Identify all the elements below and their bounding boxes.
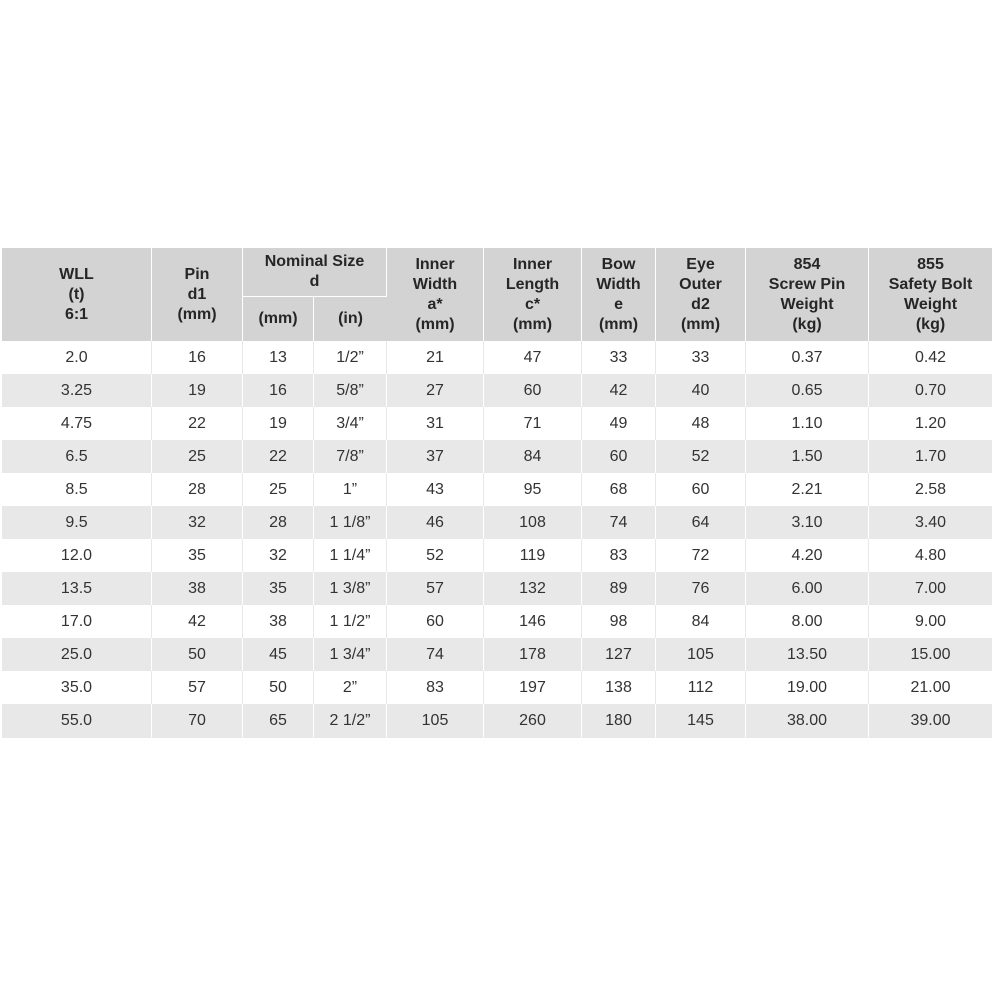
spec-table <box>2 248 992 738</box>
cell-screw-pin-weight: 3.10 <box>746 506 869 539</box>
table-row <box>2 473 992 506</box>
table-row <box>2 704 992 738</box>
cell-eye-outer: 60 <box>656 473 746 506</box>
cell-nominal-in: 2” <box>314 671 387 704</box>
cell-eye-outer: 33 <box>656 341 746 374</box>
cell-nominal-in: 1 1/2” <box>314 605 387 638</box>
cell-safety-bolt-weight: 0.42 <box>869 341 992 374</box>
cell-inner-width: 52 <box>387 539 484 572</box>
cell-inner-width: 43 <box>387 473 484 506</box>
cell-nominal-in: 1” <box>314 473 387 506</box>
cell-inner-length: 146 <box>484 605 582 638</box>
cell-wll: 13.5 <box>2 572 152 605</box>
cell-inner-length: 47 <box>484 341 582 374</box>
cell-pin-d1: 32 <box>152 506 243 539</box>
cell-bow-width: 68 <box>582 473 656 506</box>
cell-bow-width: 33 <box>582 341 656 374</box>
cell-safety-bolt-weight: 15.00 <box>869 638 992 671</box>
cell-nominal-mm: 19 <box>243 407 314 440</box>
cell-eye-outer: 112 <box>656 671 746 704</box>
cell-wll: 6.5 <box>2 440 152 473</box>
cell-bow-width: 127 <box>582 638 656 671</box>
header-screw-pin-weight: 854 Screw Pin Weight (kg) <box>746 248 869 341</box>
table-row <box>2 374 992 407</box>
cell-inner-length: 119 <box>484 539 582 572</box>
header-eye-outer: Eye Outer d2 (mm) <box>656 248 746 341</box>
cell-screw-pin-weight: 0.37 <box>746 341 869 374</box>
cell-inner-length: 132 <box>484 572 582 605</box>
cell-wll: 12.0 <box>2 539 152 572</box>
cell-inner-width: 27 <box>387 374 484 407</box>
cell-inner-width: 57 <box>387 572 484 605</box>
cell-nominal-in: 5/8” <box>314 374 387 407</box>
table-row <box>2 539 992 572</box>
table-row <box>2 440 992 473</box>
header-nominal-mm: (mm) <box>243 297 314 341</box>
table-row <box>2 638 992 671</box>
cell-inner-width: 21 <box>387 341 484 374</box>
table-row <box>2 506 992 539</box>
cell-bow-width: 49 <box>582 407 656 440</box>
cell-pin-d1: 35 <box>152 539 243 572</box>
cell-wll: 55.0 <box>2 704 152 738</box>
cell-bow-width: 74 <box>582 506 656 539</box>
cell-pin-d1: 38 <box>152 572 243 605</box>
cell-inner-width: 105 <box>387 704 484 738</box>
cell-eye-outer: 76 <box>656 572 746 605</box>
cell-nominal-mm: 35 <box>243 572 314 605</box>
cell-pin-d1: 19 <box>152 374 243 407</box>
cell-screw-pin-weight: 13.50 <box>746 638 869 671</box>
cell-inner-length: 95 <box>484 473 582 506</box>
cell-pin-d1: 25 <box>152 440 243 473</box>
cell-pin-d1: 70 <box>152 704 243 738</box>
cell-inner-length: 108 <box>484 506 582 539</box>
cell-screw-pin-weight: 38.00 <box>746 704 869 738</box>
cell-nominal-in: 1 1/4” <box>314 539 387 572</box>
cell-screw-pin-weight: 1.50 <box>746 440 869 473</box>
header-safety-bolt-weight: 855 Safety Bolt Weight (kg) <box>869 248 992 341</box>
cell-safety-bolt-weight: 0.70 <box>869 374 992 407</box>
cell-nominal-mm: 45 <box>243 638 314 671</box>
cell-bow-width: 60 <box>582 440 656 473</box>
cell-eye-outer: 48 <box>656 407 746 440</box>
cell-nominal-mm: 13 <box>243 341 314 374</box>
cell-safety-bolt-weight: 7.00 <box>869 572 992 605</box>
cell-inner-length: 260 <box>484 704 582 738</box>
header-nominal-in: (in) <box>314 297 387 341</box>
cell-safety-bolt-weight: 1.70 <box>869 440 992 473</box>
cell-wll: 4.75 <box>2 407 152 440</box>
cell-screw-pin-weight: 4.20 <box>746 539 869 572</box>
cell-nominal-mm: 25 <box>243 473 314 506</box>
cell-inner-width: 83 <box>387 671 484 704</box>
header-inner-width: Inner Width a* (mm) <box>387 248 484 341</box>
cell-safety-bolt-weight: 21.00 <box>869 671 992 704</box>
cell-eye-outer: 52 <box>656 440 746 473</box>
cell-wll: 35.0 <box>2 671 152 704</box>
header-nominal-size: Nominal Size d <box>243 248 387 297</box>
cell-inner-width: 60 <box>387 605 484 638</box>
cell-screw-pin-weight: 8.00 <box>746 605 869 638</box>
cell-nominal-mm: 28 <box>243 506 314 539</box>
cell-eye-outer: 64 <box>656 506 746 539</box>
cell-inner-width: 74 <box>387 638 484 671</box>
cell-wll: 8.5 <box>2 473 152 506</box>
cell-pin-d1: 28 <box>152 473 243 506</box>
cell-screw-pin-weight: 6.00 <box>746 572 869 605</box>
cell-screw-pin-weight: 0.65 <box>746 374 869 407</box>
table-row <box>2 407 992 440</box>
cell-eye-outer: 72 <box>656 539 746 572</box>
header-wll: WLL (t) 6:1 <box>2 248 152 341</box>
cell-nominal-mm: 32 <box>243 539 314 572</box>
table-body <box>2 341 992 738</box>
cell-pin-d1: 42 <box>152 605 243 638</box>
cell-inner-width: 37 <box>387 440 484 473</box>
cell-bow-width: 83 <box>582 539 656 572</box>
cell-safety-bolt-weight: 39.00 <box>869 704 992 738</box>
cell-nominal-mm: 65 <box>243 704 314 738</box>
cell-inner-length: 60 <box>484 374 582 407</box>
cell-nominal-mm: 22 <box>243 440 314 473</box>
table-row <box>2 605 992 638</box>
cell-nominal-in: 1/2” <box>314 341 387 374</box>
header-inner-length: Inner Length c* (mm) <box>484 248 582 341</box>
cell-wll: 2.0 <box>2 341 152 374</box>
cell-nominal-mm: 16 <box>243 374 314 407</box>
cell-safety-bolt-weight: 4.80 <box>869 539 992 572</box>
cell-nominal-in: 1 3/8” <box>314 572 387 605</box>
cell-eye-outer: 40 <box>656 374 746 407</box>
header-pin: Pin d1 (mm) <box>152 248 243 341</box>
table-row <box>2 671 992 704</box>
cell-wll: 3.25 <box>2 374 152 407</box>
cell-bow-width: 42 <box>582 374 656 407</box>
cell-safety-bolt-weight: 1.20 <box>869 407 992 440</box>
cell-bow-width: 89 <box>582 572 656 605</box>
cell-eye-outer: 105 <box>656 638 746 671</box>
cell-nominal-mm: 50 <box>243 671 314 704</box>
cell-inner-length: 84 <box>484 440 582 473</box>
table-header <box>2 248 992 341</box>
cell-eye-outer: 84 <box>656 605 746 638</box>
cell-nominal-mm: 38 <box>243 605 314 638</box>
cell-eye-outer: 145 <box>656 704 746 738</box>
cell-screw-pin-weight: 2.21 <box>746 473 869 506</box>
table-row <box>2 572 992 605</box>
cell-nominal-in: 7/8” <box>314 440 387 473</box>
cell-screw-pin-weight: 19.00 <box>746 671 869 704</box>
cell-wll: 17.0 <box>2 605 152 638</box>
cell-inner-length: 197 <box>484 671 582 704</box>
header-bow-width: Bow Width e (mm) <box>582 248 656 341</box>
cell-pin-d1: 22 <box>152 407 243 440</box>
cell-pin-d1: 57 <box>152 671 243 704</box>
cell-screw-pin-weight: 1.10 <box>746 407 869 440</box>
cell-wll: 9.5 <box>2 506 152 539</box>
cell-inner-width: 31 <box>387 407 484 440</box>
cell-nominal-in: 2 1/2” <box>314 704 387 738</box>
cell-pin-d1: 16 <box>152 341 243 374</box>
cell-nominal-in: 3/4” <box>314 407 387 440</box>
table-row <box>2 341 992 374</box>
cell-inner-length: 178 <box>484 638 582 671</box>
cell-pin-d1: 50 <box>152 638 243 671</box>
cell-nominal-in: 1 3/4” <box>314 638 387 671</box>
cell-bow-width: 180 <box>582 704 656 738</box>
cell-safety-bolt-weight: 3.40 <box>869 506 992 539</box>
cell-inner-length: 71 <box>484 407 582 440</box>
cell-inner-width: 46 <box>387 506 484 539</box>
cell-bow-width: 98 <box>582 605 656 638</box>
cell-safety-bolt-weight: 2.58 <box>869 473 992 506</box>
cell-nominal-in: 1 1/8” <box>314 506 387 539</box>
cell-bow-width: 138 <box>582 671 656 704</box>
cell-safety-bolt-weight: 9.00 <box>869 605 992 638</box>
cell-wll: 25.0 <box>2 638 152 671</box>
